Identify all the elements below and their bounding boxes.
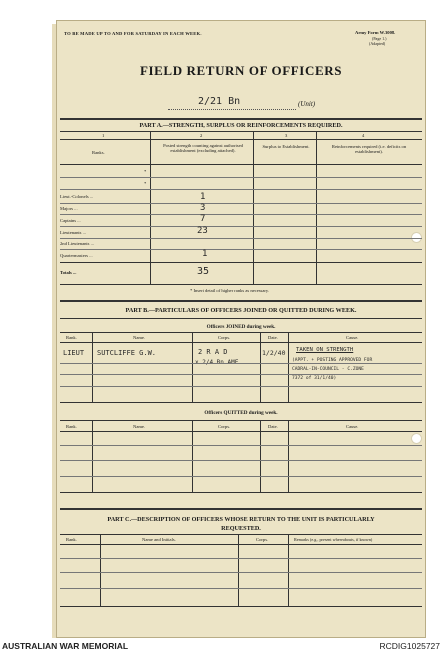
col-corps: Corps. <box>218 424 231 429</box>
row-rule <box>60 262 422 263</box>
joined-rule <box>60 332 422 333</box>
col-corps: Corps. <box>218 335 231 340</box>
part-a-rule <box>60 131 422 132</box>
joined-cause-line1: TAKEN ON STRENGTH <box>296 347 354 353</box>
form-instruction: TO BE MADE UP TO AND FOR SATURDAY IN EACH WEEK. <box>64 31 202 36</box>
col-number: 1 <box>102 133 105 138</box>
col-divider <box>100 534 101 606</box>
row-rule <box>60 238 422 239</box>
unit-label: (Unit) <box>298 100 316 108</box>
col-header-ranks: Ranks. <box>92 150 105 155</box>
row-rule <box>60 572 422 573</box>
joined-corps-line1: 2 R A D <box>198 348 228 356</box>
row-rule <box>60 214 422 215</box>
joined-header-rule <box>60 342 422 343</box>
joined-name: SUTCLIFFE G.W. <box>97 349 157 357</box>
quitted-bottom-rule <box>60 492 422 493</box>
part-b-rule <box>60 318 422 319</box>
star-mark: * <box>144 181 147 186</box>
col-rank: Rank. <box>66 537 77 542</box>
row-rule <box>60 445 422 446</box>
footnote: * Insert detail of higher ranks as necessary. <box>190 288 270 293</box>
part-c-title-line2: REQUESTED. <box>221 525 261 532</box>
row-rule <box>60 189 422 190</box>
part-c-top-rule <box>60 508 422 510</box>
joined-cause-line2: (APPT. + POSTING APPROVED FOR <box>292 358 373 363</box>
part-a-title: PART A.—STRENGTH, SURPLUS OR REINFORCEMENTS REQUIRED. <box>139 122 343 129</box>
col-number: 3 <box>285 133 288 138</box>
part-c-title: PART C.—DESCRIPTION OF OFFICERS WHOSE RETURN TO THE UNIT IS PARTICULARLY <box>107 516 375 523</box>
col-cause: Cause. <box>346 335 359 340</box>
row-rule <box>60 203 422 204</box>
col-divider <box>288 420 289 492</box>
col-divider <box>260 420 261 492</box>
form-page: (Page 1.) <box>372 36 387 41</box>
joined-date: 1/2/40 <box>262 349 286 357</box>
posted-value: 1 <box>202 249 208 259</box>
rank-row-label: Lieut.-Colonels ... <box>60 194 94 199</box>
col-rank: Rank. <box>66 335 77 340</box>
col-divider <box>192 332 193 402</box>
posted-value: 7 <box>200 214 206 224</box>
row-rule <box>60 374 422 375</box>
posted-value: 23 <box>197 226 208 236</box>
page-title: FIELD RETURN OF OFFICERS <box>139 63 343 78</box>
col-rank: Rank. <box>66 424 77 429</box>
col-divider <box>260 332 261 402</box>
col-divider <box>92 332 93 402</box>
row-rule <box>60 460 422 461</box>
footer-right: RCDIG1025727 <box>379 641 440 651</box>
rank-row-label: Lieutenants ... <box>60 230 87 235</box>
col-number: 2 <box>200 133 203 138</box>
footer-left: AUSTRALIAN WAR MEMORIAL <box>2 641 129 651</box>
part-c-header-rule <box>60 544 422 545</box>
quitted-title: Officers QUITTED during week. <box>204 410 278 416</box>
col-corps: Corps. <box>256 537 269 542</box>
col-divider <box>238 534 239 606</box>
part-c-rule <box>60 534 422 535</box>
row-rule <box>60 386 422 387</box>
rank-row-label: Quartermasters ... <box>60 253 93 258</box>
col-divider <box>288 534 289 606</box>
joined-title: Officers JOINED during week. <box>206 324 276 330</box>
unit-underline <box>168 109 296 110</box>
col-header-posted: Posted strength counting against authorised establishment (excluding attached). <box>163 143 243 154</box>
col-divider <box>192 420 193 492</box>
col-remarks: Remarks (e.g., present whereabouts, if known) <box>294 537 373 542</box>
col-name: Name. <box>133 424 146 429</box>
joined-cause-line3: CADRAL-IN-COUNCIL - C.ZONE <box>292 367 364 372</box>
posted-value: 3 <box>200 203 206 213</box>
col-divider <box>92 420 93 492</box>
row-rule <box>60 177 422 178</box>
totals-value: 35 <box>197 266 210 277</box>
col-name-initials: Name and Initials. <box>142 537 176 542</box>
quitted-header-rule <box>60 431 422 432</box>
totals-rule <box>60 284 422 285</box>
row-rule <box>60 476 422 477</box>
row-rule <box>60 558 422 559</box>
joined-bottom-rule <box>60 402 422 403</box>
col-cause: Cause. <box>346 424 359 429</box>
col-divider <box>288 332 289 402</box>
rank-row-label: 2nd Lieutenants ... <box>60 241 95 246</box>
totals-label: Totals ... <box>60 270 77 275</box>
col-date: Date. <box>268 424 278 429</box>
row-rule <box>60 363 422 364</box>
col-header-surplus: Surplus to Establishment. <box>262 144 310 149</box>
rank-row-label: Majors ... <box>60 206 78 211</box>
row-rule <box>60 226 422 227</box>
row-rule <box>60 249 422 250</box>
col-date: Date. <box>268 335 278 340</box>
part-a-top-rule <box>60 118 422 120</box>
part-c-bottom-rule <box>60 606 422 607</box>
header-bottom-rule <box>60 164 422 165</box>
part-b-title: PART B.—PARTICULARS OF OFFICERS JOINED OR QUITTED DURING WEEK. <box>125 307 357 314</box>
quitted-rule <box>60 420 422 421</box>
row-rule <box>60 588 422 589</box>
form-id: Army Form W.3008. <box>355 30 396 35</box>
header-rule <box>60 139 422 140</box>
col-header-reinforcements: Reinforcements required (i.e. deficits on establishment). <box>331 144 407 155</box>
posted-value: 1 <box>200 192 206 202</box>
joined-corps-line2: x 2/4 Bn AMF <box>195 359 239 366</box>
rank-row-label: Captains ... <box>60 218 81 223</box>
star-mark: * <box>144 169 147 174</box>
archive-footer <box>0 640 443 654</box>
form-adapted: (Adapted) <box>369 41 386 46</box>
col-number: 4 <box>362 133 365 138</box>
part-b-top-rule <box>60 300 422 302</box>
punch-hole <box>411 433 422 444</box>
joined-rank: LIEUT <box>63 349 85 357</box>
joined-cause-line4: 7372 of 31/1/40) <box>292 376 337 381</box>
unit-value: 2/21 Bn <box>198 96 241 107</box>
col-name: Name. <box>133 335 146 340</box>
